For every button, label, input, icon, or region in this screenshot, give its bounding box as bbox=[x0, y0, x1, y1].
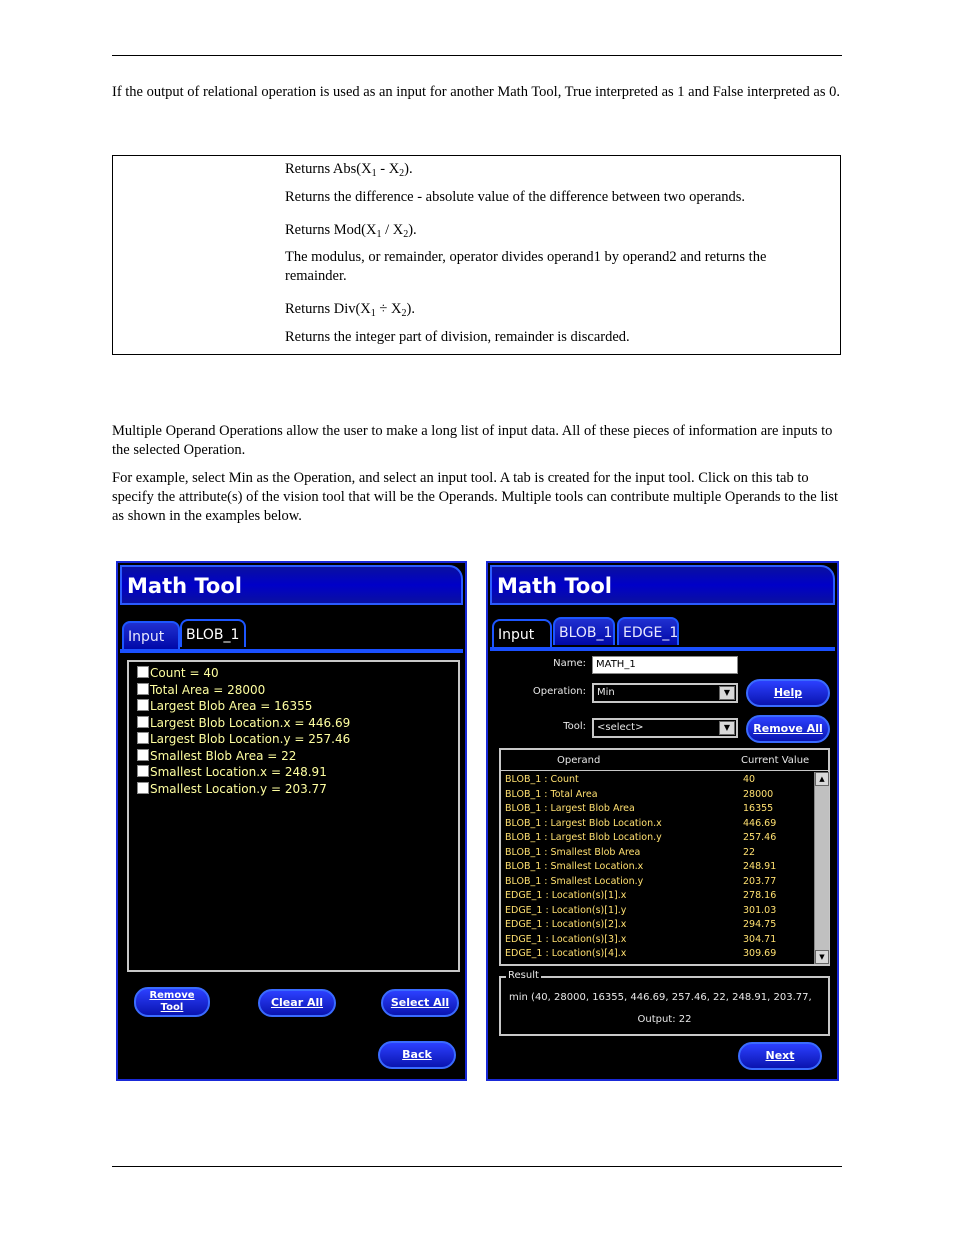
footer-rule bbox=[112, 1166, 842, 1167]
operand-row[interactable] bbox=[505, 846, 756, 861]
operand-name: BLOB_1 : Smallest Blob Area bbox=[505, 846, 641, 858]
operand-value: 203.77 bbox=[743, 875, 777, 887]
multi-operand-paragraph-2: For example, select Min as the Operation, and select an input tool. A tab is created for the input tool. Click on this tab to specify the attribute(s) of the vision tool that will be the Operands. Multiple tools can contribute multiple Operands to the list as shown in the examples below. bbox=[112, 470, 839, 524]
tool-value: <select> bbox=[597, 722, 644, 733]
checkbox-label: Smallest Location.y = 203.77 bbox=[150, 781, 327, 796]
checkbox[interactable] bbox=[137, 666, 149, 678]
remove-all-button[interactable]: Remove All bbox=[746, 715, 830, 743]
operand-grid bbox=[499, 748, 830, 966]
attribute-checkbox-row[interactable] bbox=[137, 748, 296, 765]
operand-value: 446.69 bbox=[743, 817, 777, 829]
checkbox[interactable] bbox=[137, 683, 149, 695]
tab-edge-1[interactable]: EDGE_1 bbox=[617, 617, 679, 645]
scroll-down-icon[interactable]: ▼ bbox=[815, 950, 829, 964]
math-tool-input-tab-screenshot bbox=[486, 561, 839, 1081]
checkbox-label: Count = 40 bbox=[150, 666, 219, 680]
intro-paragraph: If the output of relational operation is used as an input for another Math Tool, True interpreted as 1 and False interpreted as 0. bbox=[112, 84, 840, 100]
attribute-checkbox-row[interactable] bbox=[137, 682, 265, 699]
name-field[interactable]: MATH_1 bbox=[592, 656, 738, 674]
operand-value: 294.75 bbox=[743, 919, 777, 930]
operand-value: 257.46 bbox=[743, 832, 777, 843]
header-divider bbox=[501, 770, 828, 771]
operand-name: BLOB_1 : Largest Blob Area bbox=[505, 803, 635, 814]
checkbox-label: Largest Blob Location.y = 257.46 bbox=[150, 732, 351, 746]
operand-value: 22 bbox=[743, 846, 756, 858]
operand-row[interactable] bbox=[505, 831, 777, 846]
operand-row[interactable] bbox=[505, 889, 777, 904]
scrollbar[interactable] bbox=[814, 772, 829, 964]
abs-description: Returns the difference - absolute value of the difference between two operands. bbox=[285, 189, 746, 205]
checkbox[interactable] bbox=[137, 699, 149, 711]
attribute-checkbox-row[interactable] bbox=[137, 731, 350, 748]
attribute-checkbox-row[interactable] bbox=[137, 698, 312, 715]
attribute-checkbox-row[interactable] bbox=[137, 715, 350, 732]
checkbox[interactable] bbox=[137, 716, 149, 728]
operand-name: BLOB_1 : Largest Blob Location.y bbox=[505, 832, 662, 843]
attribute-checkbox-row[interactable] bbox=[137, 665, 219, 682]
result-expression: min (40, 28000, 16355, 446.69, 257.46, 22, 248.91, 203.77, bbox=[509, 992, 812, 1003]
operand-row[interactable] bbox=[505, 933, 777, 948]
scroll-up-icon[interactable]: ▲ bbox=[815, 772, 829, 786]
remove-tool-button[interactable]: Remove Tool bbox=[134, 987, 210, 1017]
operand-name: EDGE_1 : Location(s)[4].x bbox=[505, 948, 627, 959]
operand-row[interactable] bbox=[505, 875, 777, 890]
header-rule bbox=[112, 55, 842, 56]
operand-value: 28000 bbox=[743, 788, 774, 800]
operand-value: 40 bbox=[743, 774, 756, 785]
chevron-down-icon[interactable]: ▼ bbox=[719, 721, 735, 735]
checkbox-label: Smallest Blob Area = 22 bbox=[150, 748, 297, 763]
tool-label: Tool: bbox=[563, 721, 586, 732]
operand-row[interactable] bbox=[505, 773, 756, 788]
attribute-checkbox-row[interactable] bbox=[137, 781, 327, 798]
operand-name: EDGE_1 : Location(s)[2].x bbox=[505, 919, 627, 930]
checkbox[interactable] bbox=[137, 732, 149, 744]
operations-table bbox=[112, 155, 841, 355]
clear-all-button[interactable]: Clear All bbox=[258, 989, 336, 1017]
mod-formula: Returns $Mod(X_1 / X_2)$. bbox=[285, 222, 417, 240]
operand-name: BLOB_1 : Smallest Location.y bbox=[505, 875, 644, 887]
operand-name: BLOB_1 : Smallest Location.x bbox=[505, 861, 644, 872]
div-formula: Returns $Div(X_1 \div X_2)$. bbox=[285, 301, 415, 319]
operand-value: 309.69 bbox=[743, 948, 777, 959]
operand-row[interactable] bbox=[505, 802, 774, 817]
checkbox-label: Largest Blob Area = 16355 bbox=[150, 699, 313, 713]
tab-strip bbox=[490, 617, 835, 651]
result-box bbox=[499, 970, 830, 1036]
operand-row[interactable] bbox=[505, 788, 774, 803]
window-title: Math Tool bbox=[127, 574, 242, 598]
checkbox-label: Total Area = 28000 bbox=[150, 682, 266, 697]
attribute-checkbox-row[interactable] bbox=[137, 764, 327, 781]
operand-name: BLOB_1 : Total Area bbox=[505, 788, 598, 800]
select-all-button[interactable]: Select All bbox=[381, 989, 459, 1017]
operand-name: EDGE_1 : Location(s)[3].x bbox=[505, 933, 627, 945]
multi-operand-paragraph-1: Multiple Operand Operations allow the user to make a long list of input data. All of these pieces of information are inputs to the selected Operation. bbox=[112, 423, 833, 458]
operand-value: 16355 bbox=[743, 803, 774, 814]
result-label: Result bbox=[508, 970, 539, 981]
div-description: Returns the integer part of division, remainder is discarded. bbox=[285, 329, 630, 345]
next-button[interactable]: Next bbox=[738, 1042, 822, 1070]
operand-value: 301.03 bbox=[743, 904, 777, 916]
checkbox-label: Smallest Location.x = 248.91 bbox=[150, 765, 327, 779]
tab-blob-1[interactable]: BLOB_1 bbox=[553, 617, 615, 645]
tab-input[interactable]: Input bbox=[122, 621, 180, 649]
operand-row[interactable] bbox=[505, 918, 777, 933]
tab-strip bbox=[120, 619, 463, 653]
help-button[interactable]: Help bbox=[746, 679, 830, 707]
title-bar bbox=[120, 565, 463, 605]
abs-formula: Returns $Abs(X_1 - X_2)$. bbox=[285, 161, 413, 179]
chevron-down-icon[interactable]: ▼ bbox=[719, 686, 735, 700]
checkbox[interactable] bbox=[137, 782, 149, 794]
operation-value: Min bbox=[597, 687, 615, 698]
mod-description: The modulus, or remainder, operator divides operand1 by operand2 and returns the remainder. bbox=[285, 249, 767, 284]
operand-value: 278.16 bbox=[743, 890, 777, 901]
operand-row[interactable] bbox=[505, 817, 777, 832]
operand-row[interactable] bbox=[505, 947, 777, 962]
tab-input[interactable]: Input bbox=[492, 619, 552, 647]
result-output: Output: 22 bbox=[637, 1014, 692, 1025]
operand-name: EDGE_1 : Location(s)[1].y bbox=[505, 904, 627, 916]
operand-name: BLOB_1 : Largest Blob Location.x bbox=[505, 817, 662, 829]
checkbox[interactable] bbox=[137, 749, 149, 761]
column-operand: Operand bbox=[557, 755, 601, 766]
tool-select[interactable] bbox=[592, 718, 738, 738]
operand-name: EDGE_1 : Location(s)[1].x bbox=[505, 890, 627, 901]
checkbox[interactable] bbox=[137, 765, 149, 777]
operand-value: 304.71 bbox=[743, 933, 777, 945]
title-bar bbox=[490, 565, 835, 605]
column-current-value: Current Value bbox=[741, 755, 810, 766]
back-button[interactable]: Back bbox=[378, 1041, 456, 1069]
attribute-list bbox=[127, 660, 460, 972]
math-tool-blob-tab-screenshot bbox=[116, 561, 467, 1081]
name-label: Name: bbox=[553, 658, 586, 669]
window-title: Math Tool bbox=[497, 574, 612, 598]
operation-label: Operation: bbox=[532, 686, 586, 697]
operand-value: 248.91 bbox=[743, 861, 777, 872]
checkbox-label: Largest Blob Location.x = 446.69 bbox=[150, 715, 351, 730]
tab-blob-1[interactable]: BLOB_1 bbox=[180, 619, 246, 647]
operation-select[interactable] bbox=[592, 683, 738, 703]
operand-row[interactable] bbox=[505, 904, 777, 919]
operand-name: BLOB_1 : Count bbox=[505, 774, 579, 785]
operand-row[interactable] bbox=[505, 860, 777, 875]
